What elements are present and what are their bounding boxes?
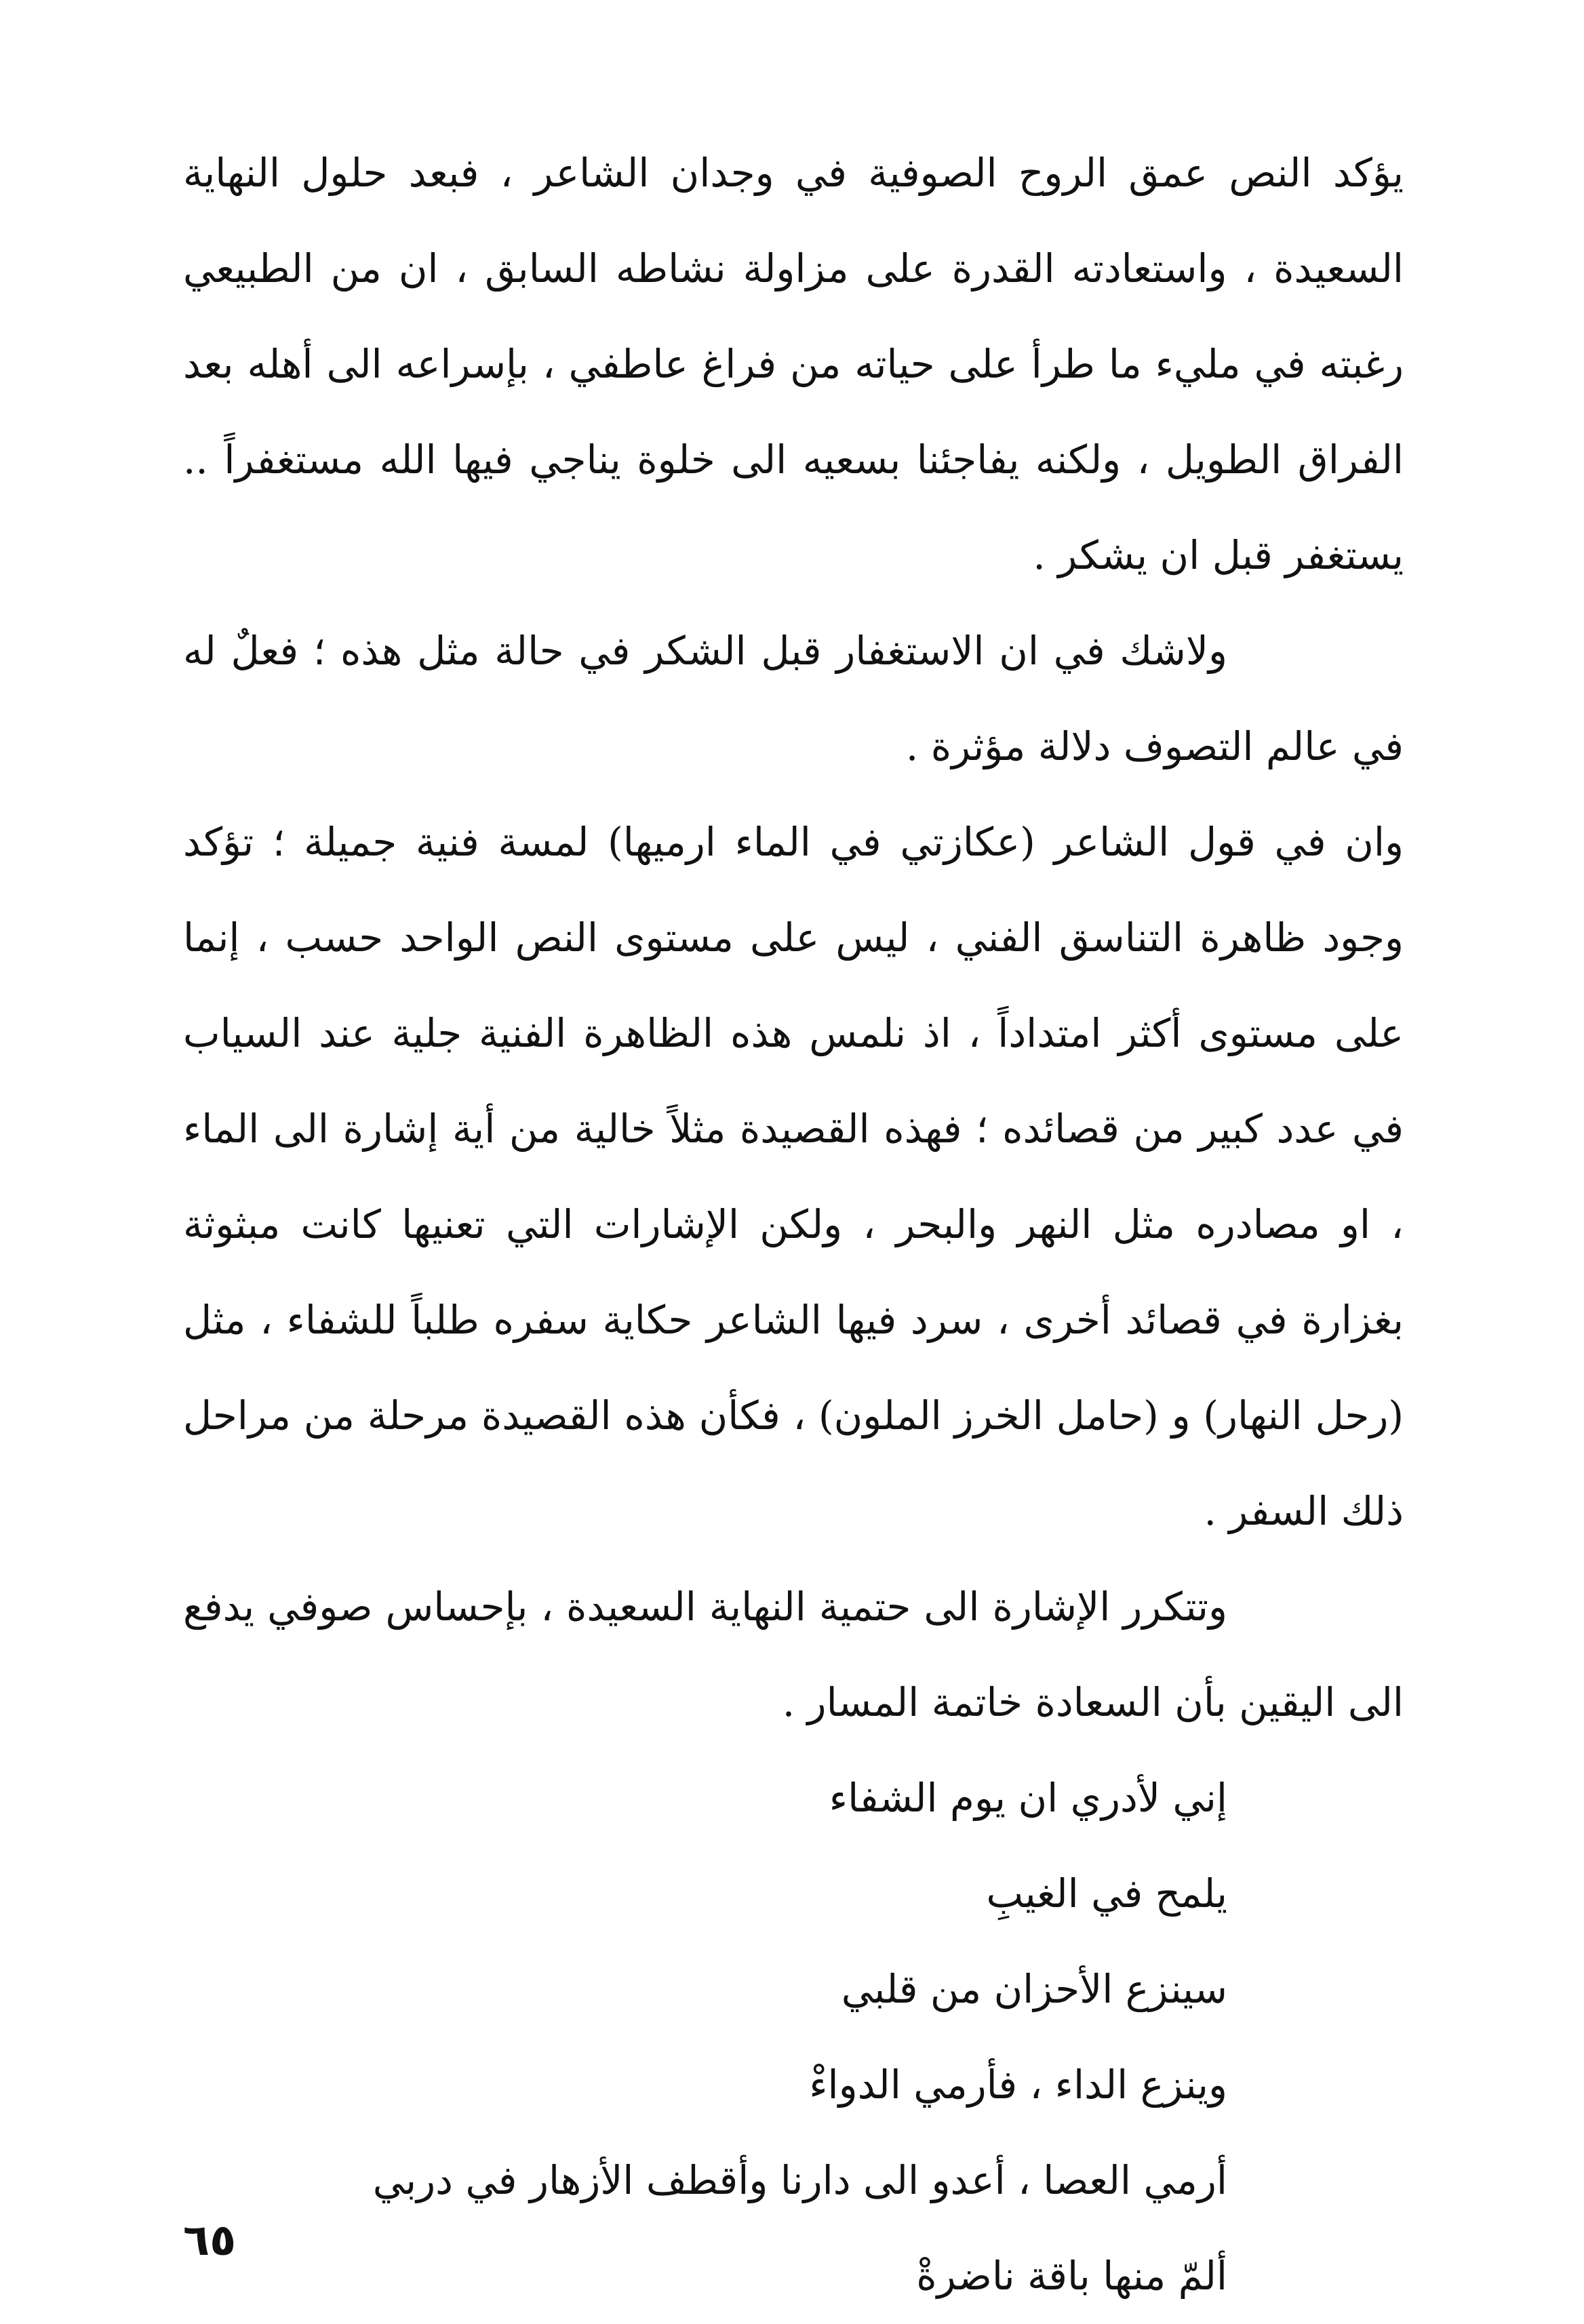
paragraph-4: وتتكرر الإشارة الى حتمية النهاية السعيدة ، بإحساس صوفي يدفع الى اليقين بأن السعادة خاتمة المسار .: [183, 1584, 1404, 1725]
paragraph-1: يؤكد النص عمق الروح الصوفية في وجدان الشاعر ، فبعد حلول النهاية السعيدة ، واستعادته القدرة على مزاولة نشاطه السابق ، ان من الطبيعي رغبته في مليء ما طرأ على حياته من فراغ عاطفي ، بإسراعه الى أهله بعد الفراق الطويل ، ولكنه يفاجئنا بسعيه الى خلوة يناجي فيها الله مستغفراً .. يستغفر قبل ان يشكر .: [183, 150, 1404, 578]
poem-line-2: يلمح في الغيبِ: [986, 1870, 1227, 1917]
poem-line-3: سينزع الأحزان من قلبي: [841, 1966, 1227, 2012]
paragraph-3: وان في قول الشاعر (عكازتي في الماء ارميها) لمسة فنية جميلة ؛ تؤكد وجود ظاهرة التناسق الفني ، ليس على مستوى النص الواحد حسب ، إنما على مستوى أكثر امتداداً ، اذ نلمس هذه الظاهرة الفنية جلية عند السياب في عدد كبير من قصائده ؛ فهذه القصيدة مثلاً خالية من أية إشارة الى الماء ، او مصادره مثل النهر والبحر ، ولكن الإشارات التي تعنيها كانت مبثوثة بغزارة في قصائد أخرى ، سرد فيها الشاعر حكاية سفره طلباً للشفاء ، مثل (رحل النهار) و (حامل الخرز الملون) ، فكأن هذه القصيدة مرحلة من مراحل ذلك السفر .: [183, 819, 1404, 1534]
poem-line-6: ألمّ منها باقة ناضرةْ: [916, 2253, 1227, 2299]
body-text: [183, 125, 1404, 2324]
poem-line-1: إني لأدري ان يوم الشفاء: [829, 1775, 1227, 1821]
poem-quote: [183, 1750, 1404, 2324]
poem-line-4: وينزع الداء ، فأرمي الدواءْ: [809, 2062, 1227, 2108]
poem-line-5: أرمي العصا ، أعدو الى دارنا وأقطف الأزهار في دربي: [372, 2157, 1227, 2203]
paragraph-2: ولاشك في ان الاستغفار قبل الشكر في حالة مثل هذه ؛ فعلٌ له في عالم التصوف دلالة مؤثرة .: [183, 628, 1404, 769]
page-number: ٦٥: [183, 2216, 237, 2266]
